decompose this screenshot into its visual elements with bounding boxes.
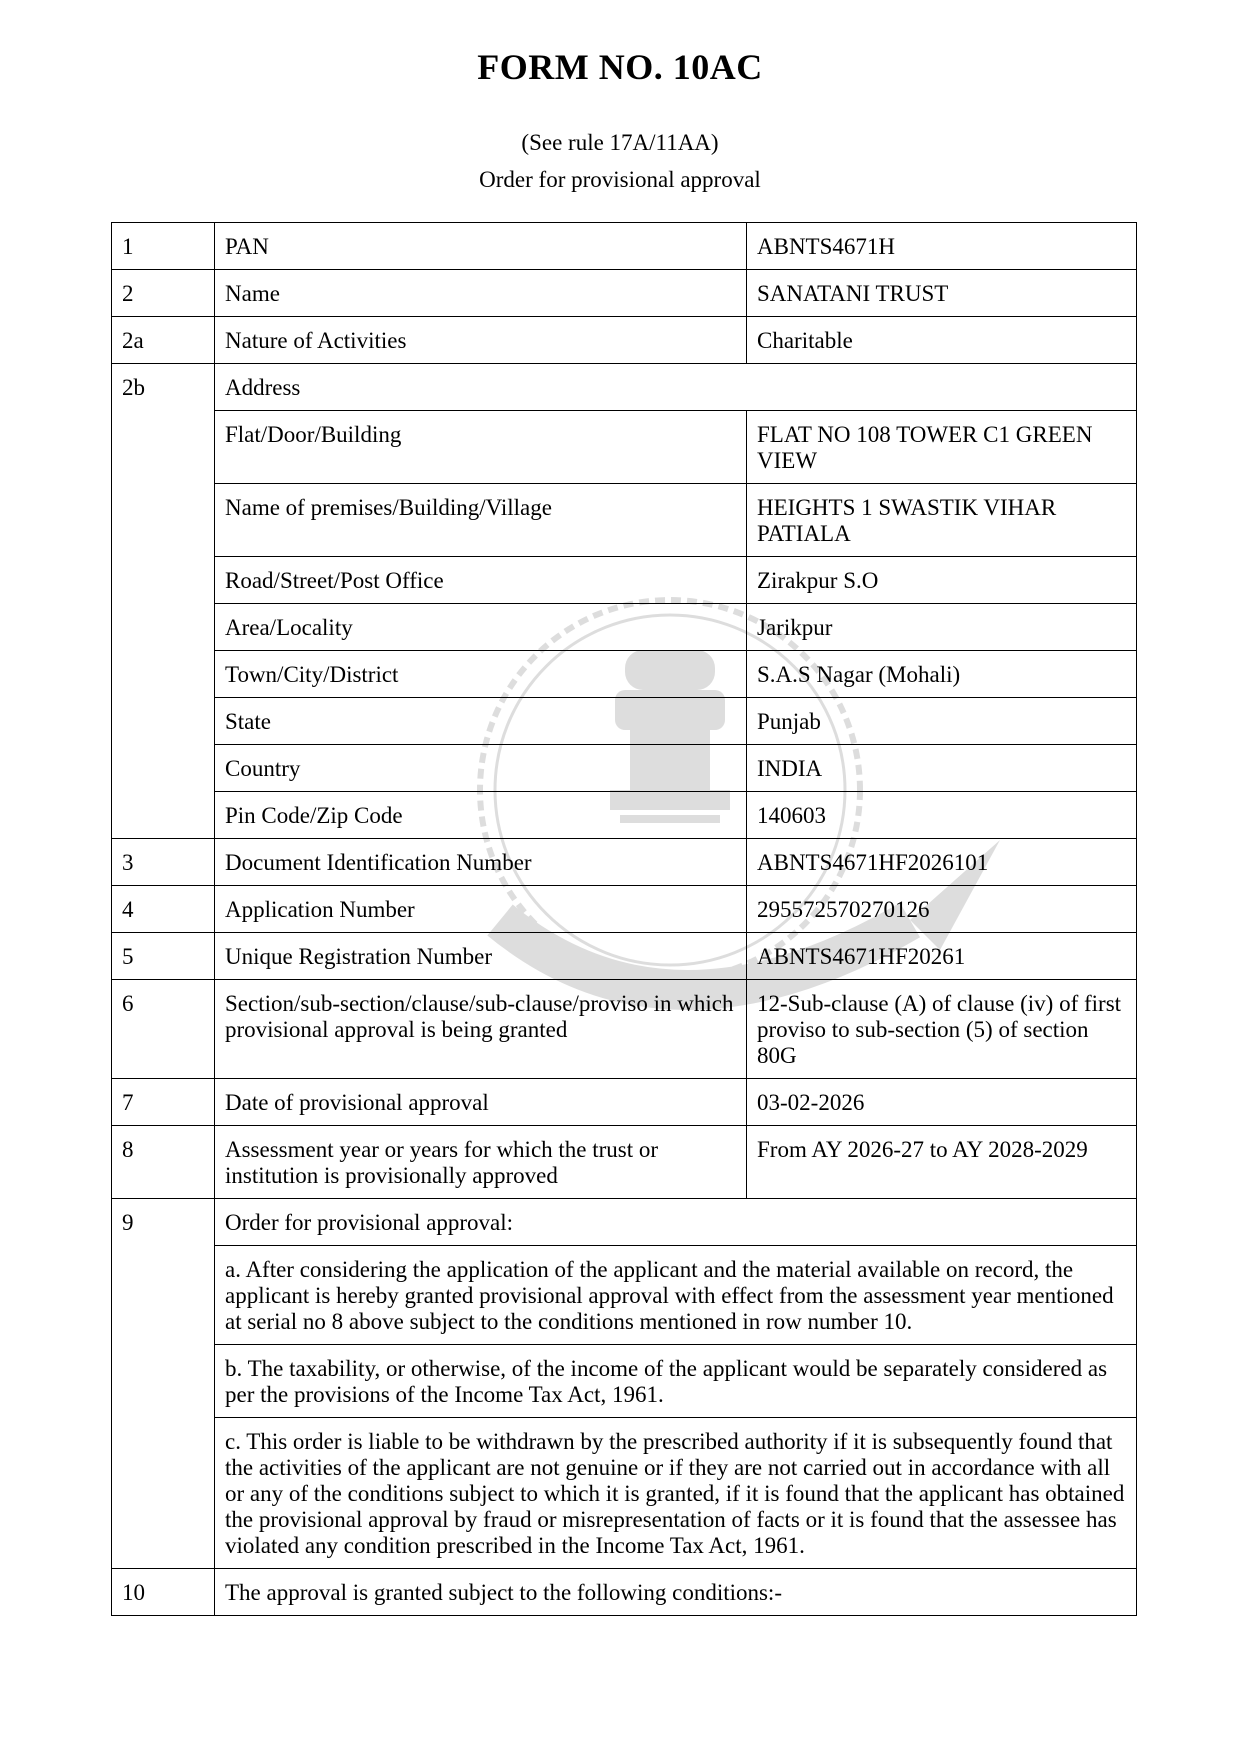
conditions-label: The approval is granted subject to the following conditions:- [215,1569,1137,1616]
table-row [112,1199,1137,1246]
form-title: FORM NO. 10AC [477,47,763,87]
row-number: 7 [112,1079,215,1126]
nature-label: Nature of Activities [215,317,747,364]
application-value: 295572570270126 [747,886,1137,933]
town-value: S.A.S Nagar (Mohali) [747,651,1137,698]
row-number: 2b [112,364,215,839]
row-number: 2a [112,317,215,364]
table-row [112,651,1137,698]
row-number: 6 [112,980,215,1079]
pan-value: ABNTS4671H [747,223,1137,270]
address-label: Address [215,364,1137,411]
name-label: Name [215,270,747,317]
table-row [112,933,1137,980]
order-paragraph-a: a. After considering the application of the applicant and the material available on record, the applicant is hereby granted provisional approval with effect from the assessment year mentioned at serial no 8 above subject to the conditions mentioned in row number 10. [215,1246,1137,1345]
table-row [112,698,1137,745]
country-label: Country [215,745,747,792]
road-value: Zirakpur S.O [747,557,1137,604]
date-value: 03-02-2026 [747,1079,1137,1126]
nature-value: Charitable [747,317,1137,364]
order-paragraph-b: b. The taxability, or otherwise, of the income of the applicant would be separately considered as per the provisions of the Income Tax Act, 1961. [215,1345,1137,1418]
table-row [112,484,1137,557]
area-label: Area/Locality [215,604,747,651]
town-label: Town/City/District [215,651,747,698]
table-row [112,745,1137,792]
table-row [112,604,1137,651]
pin-label: Pin Code/Zip Code [215,792,747,839]
row-number: 2 [112,270,215,317]
urn-label: Unique Registration Number [215,933,747,980]
table-row [112,270,1137,317]
section-value: 12-Sub-clause (A) of clause (iv) of first proviso to sub-section (5) of section 80G [747,980,1137,1079]
pan-label: PAN [215,223,747,270]
area-value: Jarikpur [747,604,1137,651]
name-value: SANATANI TRUST [747,270,1137,317]
table-row [112,886,1137,933]
approval-form-table [111,222,1137,1616]
table-row [112,411,1137,484]
ay-label: Assessment year or years for which the trust or institution is provisionally approved [215,1126,747,1199]
pin-value: 140603 [747,792,1137,839]
order-label: Order for provisional approval: [215,1199,1137,1246]
row-number: 10 [112,1569,215,1616]
row-number: 1 [112,223,215,270]
flat-value: FLAT NO 108 TOWER C1 GREEN VIEW [747,411,1137,484]
row-number: 4 [112,886,215,933]
table-row [112,1126,1137,1199]
form-rule-reference: (See rule 17A/11AA) [521,130,719,155]
table-row [112,364,1137,411]
order-paragraph-c: c. This order is liable to be withdrawn by the prescribed authority if it is subsequently found that the activities of the applicant are not genuine or if they are not carried out in accordance with all or any of the conditions subject to which it is granted, if it is found that the applicant has obtained the provisional approval by fraud or misrepresentation of facts or it is found that the assessee has violated any condition prescribed in the Income Tax Act, 1961. [215,1418,1137,1569]
urn-value: ABNTS4671HF20261 [747,933,1137,980]
table-row [112,792,1137,839]
table-row [112,1569,1137,1616]
premises-label: Name of premises/Building/Village [215,484,747,557]
ay-value: From AY 2026-27 to AY 2028-2029 [747,1126,1137,1199]
din-label: Document Identification Number [215,839,747,886]
table-row [112,1246,1137,1345]
table-row [112,223,1137,270]
table-row [112,557,1137,604]
row-number: 3 [112,839,215,886]
country-value: INDIA [747,745,1137,792]
flat-label: Flat/Door/Building [215,411,747,484]
row-number: 8 [112,1126,215,1199]
table-row [112,1079,1137,1126]
table-row [112,839,1137,886]
table-row [112,317,1137,364]
form-subtitle: Order for provisional approval [479,167,761,192]
application-label: Application Number [215,886,747,933]
state-label: State [215,698,747,745]
road-label: Road/Street/Post Office [215,557,747,604]
state-value: Punjab [747,698,1137,745]
table-row [112,1418,1137,1569]
din-value: ABNTS4671HF2026101 [747,839,1137,886]
premises-value: HEIGHTS 1 SWASTIK VIHAR PATIALA [747,484,1137,557]
table-row [112,1345,1137,1418]
row-number: 9 [112,1199,215,1569]
section-label: Section/sub-section/clause/sub-clause/proviso in which provisional approval is being granted [215,980,747,1079]
table-row [112,980,1137,1079]
date-label: Date of provisional approval [215,1079,747,1126]
row-number: 5 [112,933,215,980]
